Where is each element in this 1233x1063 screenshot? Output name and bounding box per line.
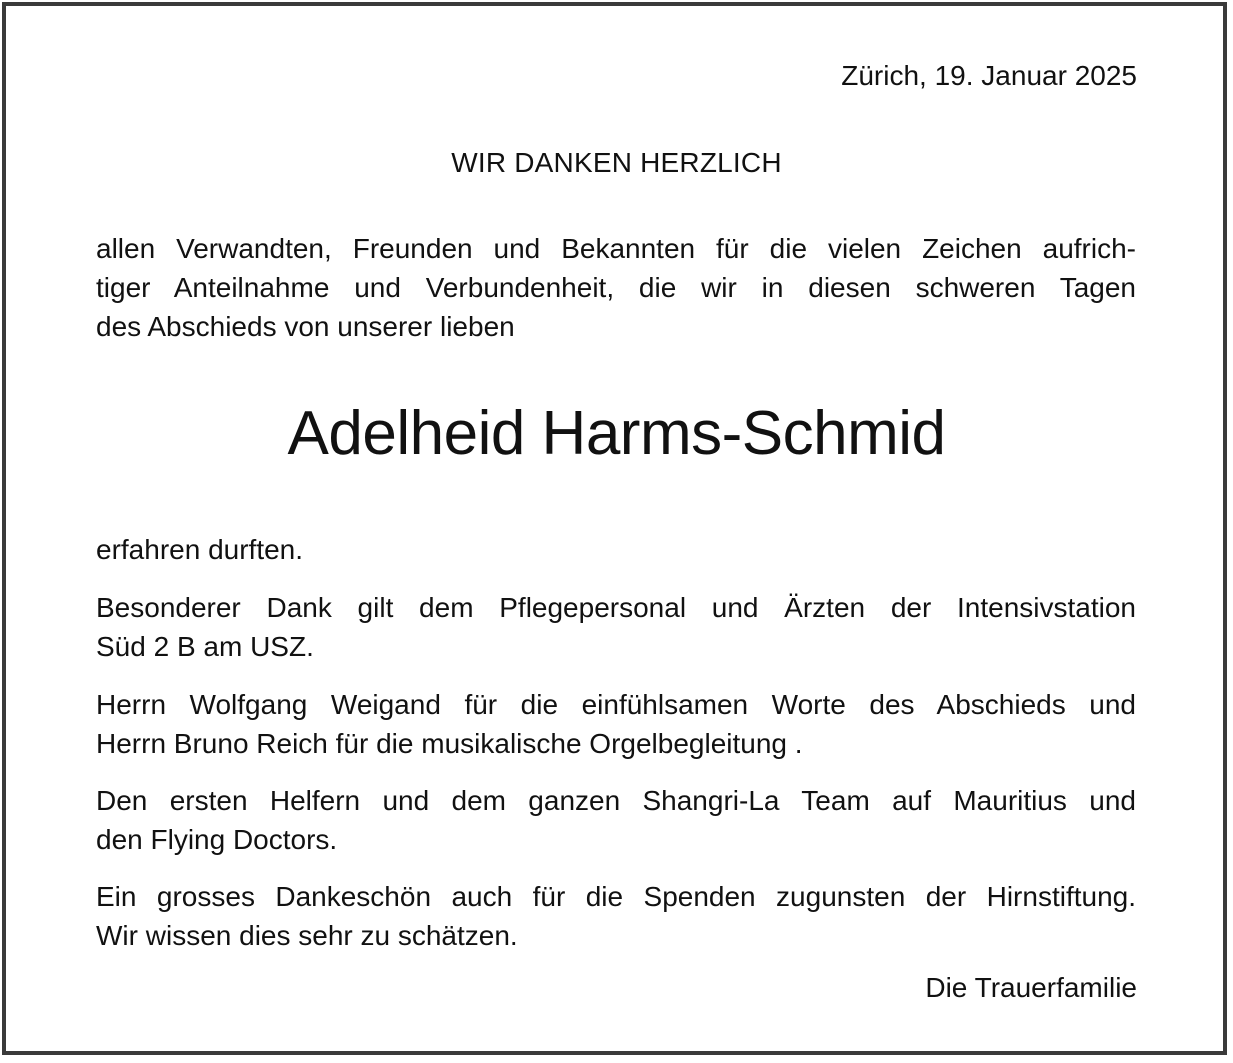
signature: Die Trauerfamilie <box>925 972 1137 1003</box>
thanks-helpers-line-2: den Flying Doctors. <box>96 824 338 855</box>
thanks-staff-line-1: Besonderer Dank gilt dem Pflegepersonal und Ärzten der Intensivstation <box>96 592 1136 623</box>
notice-date: Zürich, 19. Januar 2025 <box>841 60 1137 91</box>
thanks-ceremony-line-1: Herrn Wolfgang Weigand für die einfühlsamen Worte des Abschieds und <box>96 689 1136 720</box>
thanks-staff-line-2: Süd 2 B am USZ. <box>96 631 314 662</box>
thanks-donations-line-2: Wir wissen dies sehr zu schätzen. <box>96 920 518 951</box>
intro-line-3: des Abschieds von unserer lieben <box>96 311 515 342</box>
thanks-ceremony-line-2: Herrn Bruno Reich für die musikalische Orgelbegleitung . <box>96 728 803 759</box>
after-name-text: erfahren durften. <box>96 534 304 565</box>
thanks-helpers-line-1: Den ersten Helfern und dem ganzen Shangri-La Team auf Mauritius und <box>96 785 1136 816</box>
notice-heading: WIR DANKEN HERZLICH <box>451 147 782 178</box>
deceased-name: Adelheid Harms-Schmid <box>287 399 946 468</box>
intro-line-2: tiger Anteilnahme und Verbundenheit, die wir in diesen schweren Tagen <box>96 272 1136 303</box>
thanks-donations-line-1: Ein grosses Dankeschön auch für die Spenden zugunsten der Hirnstiftung. <box>96 881 1136 912</box>
intro-line-1: allen Verwandten, Freunden und Bekannten für die vielen Zeichen aufrich- <box>96 233 1136 264</box>
